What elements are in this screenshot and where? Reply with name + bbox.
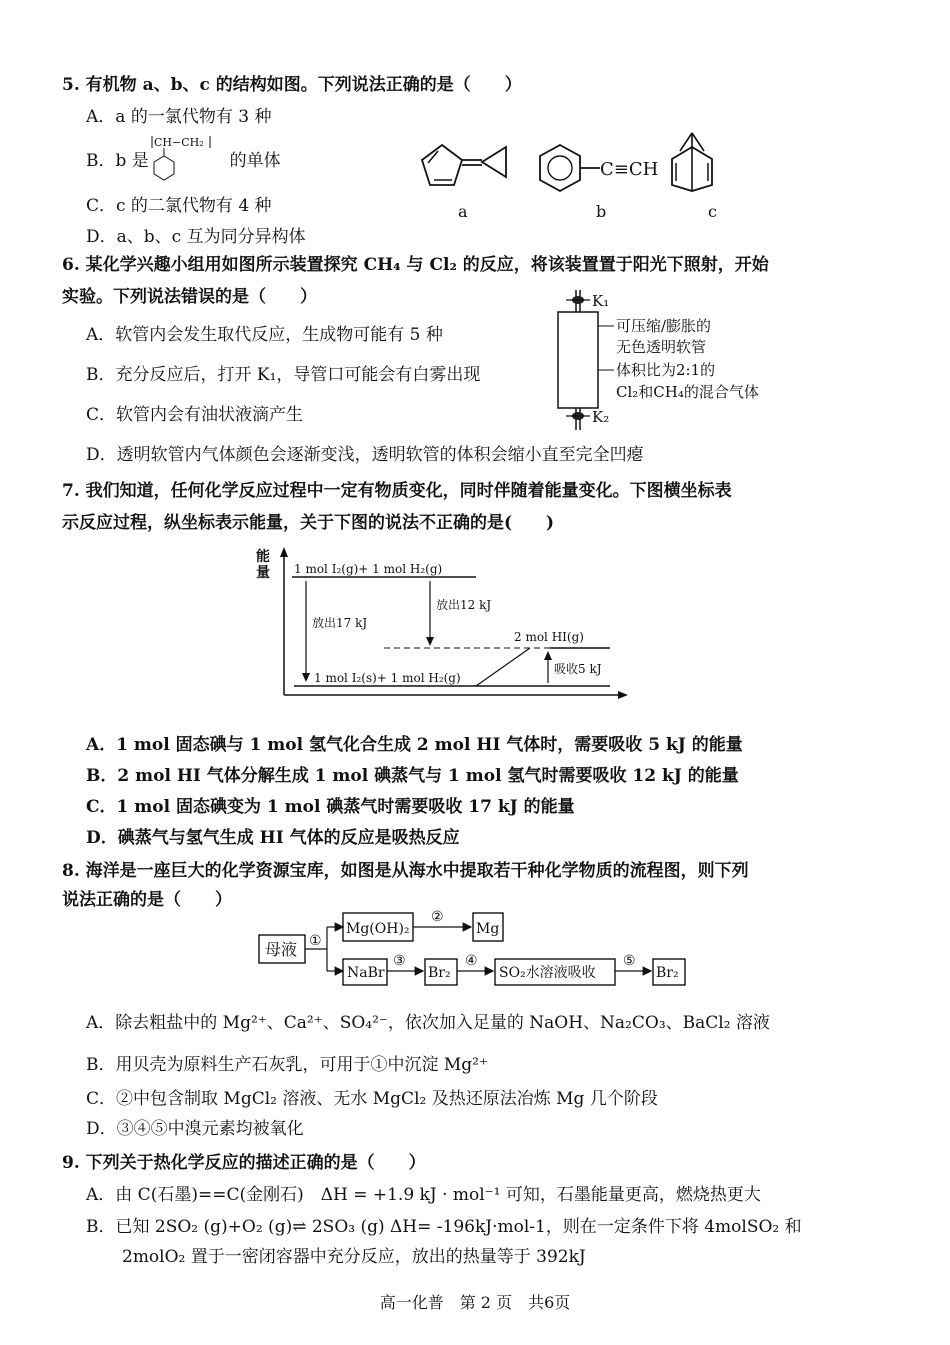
q6-stem-line2: 实验。下列说法错误的是（ ） <box>62 287 317 307</box>
release-17-label: 放出17 kJ <box>312 616 368 630</box>
q7-option-c: C．1 mol 固态碘变为 1 mol 碘蒸气时需要吸收 17 kJ 的能量 <box>86 797 575 817</box>
gas-label-line2: Cl₂和CH₄的混合气体 <box>616 383 759 401</box>
polystyrene-structure <box>150 130 220 190</box>
page-footer: 高一化普 第 2 页 共6页 <box>379 1293 571 1312</box>
absorb-5-label: 吸收5 kJ <box>554 662 602 676</box>
q8-flow-chart <box>255 905 705 990</box>
label-b-group: C≡CH <box>600 159 659 180</box>
level-bottom-label: 1 mol I₂(s)+ 1 mol H₂(g) <box>314 671 461 685</box>
flow-mgoh2: Mg(OH)₂ <box>346 921 410 937</box>
q8-stem-line2: 说法正确的是（ ） <box>62 890 232 910</box>
q9-option-b-line2: 2molO₂ 置于一密闭容器中充分反应，放出的热量等于 392kJ <box>122 1247 586 1267</box>
flow-mother-liquor: 母液 <box>265 940 298 959</box>
flow-br2-first: Br₂ <box>428 965 451 981</box>
q6-stem-line1: 6. 某化学兴趣小组用如图所示装置探究 CH₄ 与 Cl₂ 的反应，将该装置置于阳光下照射，开始 <box>62 255 769 275</box>
energy-axis-label-2: 量 <box>256 565 270 581</box>
flow-mg: Mg <box>476 921 500 937</box>
q8-option-b: B．用贝壳为原料生产石灰乳，可用于①中沉淀 Mg²⁺ <box>86 1055 488 1075</box>
q7-option-d: D．碘蒸气与氢气生成 HI 气体的反应是吸热反应 <box>86 828 460 848</box>
q6-option-c: C．软管内会有油状液滴产生 <box>86 405 304 425</box>
flow-step-3: ③ <box>393 953 406 969</box>
q8-option-a: A．除去粗盐中的 Mg²⁺、Ca²⁺、SO₄²⁻，依次加入足量的 NaOH、Na₂CO₃、BaCl₂ 溶液 <box>86 1013 770 1033</box>
q7-stem-line2: 示反应过程，纵坐标表示能量，关于下图的说法不正确的是( ) <box>62 513 555 533</box>
q5-option-d: D．a、b、c 互为同分异构体 <box>86 227 306 247</box>
tube-label-line1: 可压缩/膨胀的 <box>616 317 712 335</box>
q9-option-a: A．由 C(石墨)==C(金刚石) ΔH = +1.9 kJ · mol⁻¹ 可知，石墨能量更高，燃烧热更大 <box>86 1185 761 1205</box>
q9-option-b-line1: B．已知 2SO₂ (g)+O₂ (g)⇌ 2SO₃ (g) ΔH= -196kJ·mol-1，则在一定条件下将 4molSO₂ 和 <box>86 1217 802 1237</box>
q5-option-c: C．c 的二氯代物有 4 种 <box>86 196 272 216</box>
flow-step-4: ④ <box>465 953 478 969</box>
flow-step-1: ① <box>309 933 322 949</box>
valve-k2-label: K₂ <box>592 408 610 426</box>
q6-option-a: A．软管内会发生取代反应，生成物可能有 5 种 <box>86 325 443 345</box>
label-c: c <box>708 202 717 221</box>
q5-structures-figure <box>410 125 750 225</box>
release-12-label: 放出12 kJ <box>436 598 492 612</box>
label-b: b <box>596 202 607 221</box>
energy-axis-label-1: 能 <box>256 549 270 565</box>
level-top-label: 1 mol I₂(g)+ 1 mol H₂(g) <box>294 562 443 576</box>
q5-stem: 5. 有机物 a、b、c 的结构如图。下列说法正确的是（ ） <box>62 75 522 95</box>
flow-br2-second: Br₂ <box>656 965 679 981</box>
flow-nabr: NaBr <box>347 965 385 981</box>
polymer-label: CH−CH₂ <box>154 136 204 149</box>
gas-label-line1: 体积比为2:1的 <box>616 361 716 379</box>
q7-stem-line1: 7. 我们知道，任何化学反应过程中一定有物质变化，同时伴随着能量变化。下图横坐标表 <box>62 481 732 501</box>
flow-step-5: ⑤ <box>623 953 636 969</box>
q5-option-b-suffix: 的单体 <box>229 151 281 171</box>
q8-option-c: C．②中包含制取 MgCl₂ 溶液、无水 MgCl₂ 及热还原法冶炼 Mg 几个阶段 <box>86 1089 658 1109</box>
q6-option-b: B．充分反应后，打开 K₁，导管口可能会有白雾出现 <box>86 365 481 385</box>
q8-stem-line1: 8. 海洋是一座巨大的化学资源宝库，如图是从海水中提取若干种化学物质的流程图，则下列 <box>62 861 749 881</box>
label-a: a <box>458 202 468 221</box>
q7-energy-diagram <box>250 545 640 705</box>
tube-label-line2: 无色透明软管 <box>616 338 707 356</box>
flow-so2-absorption: SO₂水溶液吸收 <box>499 965 596 981</box>
flow-step-2: ② <box>431 909 444 925</box>
q7-option-b: B．2 mol HI 气体分解生成 1 mol 碘蒸气与 1 mol 氢气时需要吸收 12 kJ 的能量 <box>86 766 739 786</box>
q5-option-b-prefix: B．b 是 <box>86 151 149 171</box>
valve-k1-label: K₁ <box>592 292 610 310</box>
q6-apparatus-figure <box>550 290 810 440</box>
q9-stem: 9. 下列关于热化学反应的描述正确的是（ ） <box>62 1153 426 1173</box>
q8-option-d: D．③④⑤中溴元素均被氧化 <box>86 1119 304 1139</box>
q5-option-a: A．a 的一氯代物有 3 种 <box>86 107 272 127</box>
level-mid-label: 2 mol HI(g) <box>514 630 584 644</box>
q6-option-d: D．透明软管内气体颜色会逐渐变浅，透明软管的体积会缩小直至完全凹瘪 <box>86 445 644 465</box>
q7-option-a: A．1 mol 固态碘与 1 mol 氢气化合生成 2 mol HI 气体时，需要吸收 5 kJ 的能量 <box>86 735 743 755</box>
